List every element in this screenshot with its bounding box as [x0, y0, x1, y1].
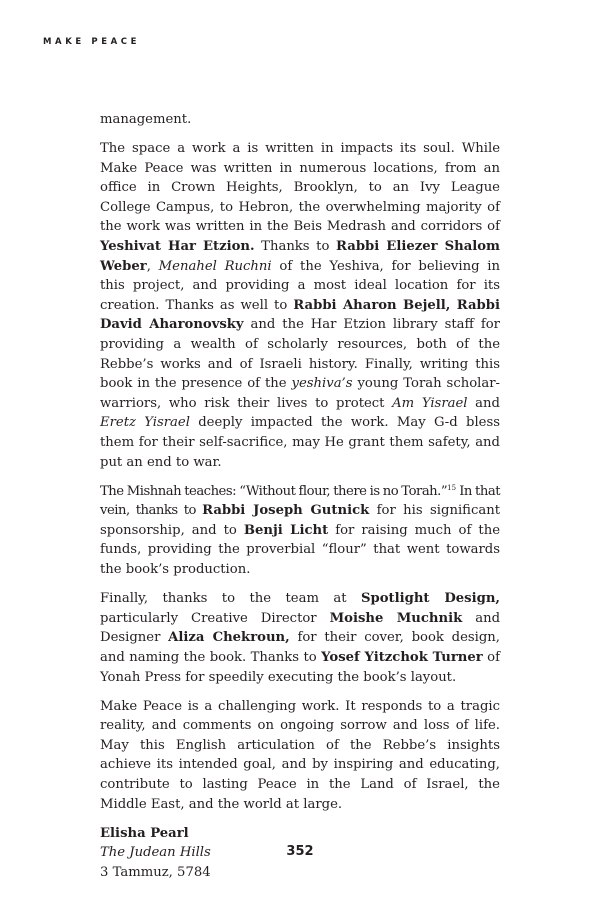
paragraph-text: Make Peace is a challenging work. It responds to a tragic reality, and comments on ongoing sorrow and loss of life. May this English articulation of the Rebbe’s insights achieve its intended goal, and by inspiring and educating, contribute to lasting Peace in the Land of Israel, the Middle East, and the world at large.: [100, 698, 500, 812]
bold-name: Rabbi Joseph Gutnick: [202, 503, 370, 519]
paragraph-sponsorship: [100, 482, 500, 580]
text-run: for their cover, book design, and naming the book. Thanks to: [100, 630, 500, 665]
signature-name: Elisha Pearl: [100, 825, 189, 841]
page-number: 352: [286, 844, 314, 859]
text-run: The Mishnah teaches: “Without flour, there is no Torah.”: [100, 483, 448, 499]
paragraph-design-thanks: [100, 589, 500, 687]
text-run: deeply impacted the work. May G-d bless them for their self-sacrifice, may He grant them safety, and put an end to war.: [100, 415, 500, 470]
italic-term: Menahel Ruchni: [158, 258, 272, 274]
text-run: particularly Creative Director: [100, 610, 330, 626]
paragraph-yeshiva-thanks: [100, 139, 500, 472]
signature-place: The Judean Hills: [100, 845, 211, 861]
bold-name: Rabbi Eliezer Shalom Weber: [100, 239, 501, 274]
text-run: ,: [146, 258, 159, 274]
text-run: and Designer: [100, 610, 501, 646]
bold-name: Benji Licht: [243, 522, 329, 538]
running-head-title: MAKE PEACE: [43, 37, 141, 47]
text-run: The space a work a is written in impacts its soul. While Make Peace was written in numerous locations, from an office in Crown Heights, Brooklyn, to an Ivy League College Campus, to Hebron, the overwhelming majority of the work was written in the Beis Medrash and corridors of: [100, 141, 500, 235]
text-run: and: [467, 395, 500, 411]
bold-name: Yosef Yitzchok Turner: [321, 649, 483, 665]
bold-name: Rabbi Aharon Bejell, Rabbi David Aharonovsky: [100, 297, 501, 333]
text-run: of the Yeshiva, for believing in this project, and providing a most ideal location for its creation. Thanks as well to: [100, 258, 501, 313]
body-text: [100, 110, 500, 882]
paragraph-text: management.: [100, 112, 192, 127]
paragraph-continuation: [100, 110, 500, 130]
bold-name: Moishe Muchnik: [329, 610, 463, 626]
text-run: Thanks to: [254, 239, 337, 255]
signature-date: 3 Tammuz, 5784: [100, 864, 211, 880]
italic-term: yeshiva’s: [291, 376, 353, 392]
text-run: young Torah scholar-warriors, who risk their lives to protect: [100, 376, 500, 411]
bold-name: Yeshivat Har Etzion.: [100, 239, 255, 255]
text-run: In that vein, thanks to: [100, 483, 500, 519]
bold-name: Aliza Chekroun,: [168, 630, 290, 646]
text-run: for his significant sponsorship, and to: [100, 503, 500, 538]
text-run: Finally, thanks to the team at: [100, 591, 361, 607]
text-run: and the Har Etzion library staff for providing a wealth of scholarly resources, both of the Rebbe’s works and of Israeli history. Finally, writing this book in the presence of the: [100, 317, 500, 392]
bold-name: Spotlight Design,: [360, 591, 501, 607]
paragraph-closing: [100, 697, 500, 815]
text-run: of Yonah Press for speedily executing the book’s layout.: [100, 649, 501, 685]
footnote-reference: 15: [447, 483, 457, 492]
italic-term: Eretz Yisrael: [100, 415, 190, 431]
text-run: for raising much of the funds, providing the proverbial “flour” that went towards the book’s production.: [100, 522, 500, 578]
italic-term: Am Yisrael: [392, 395, 468, 411]
